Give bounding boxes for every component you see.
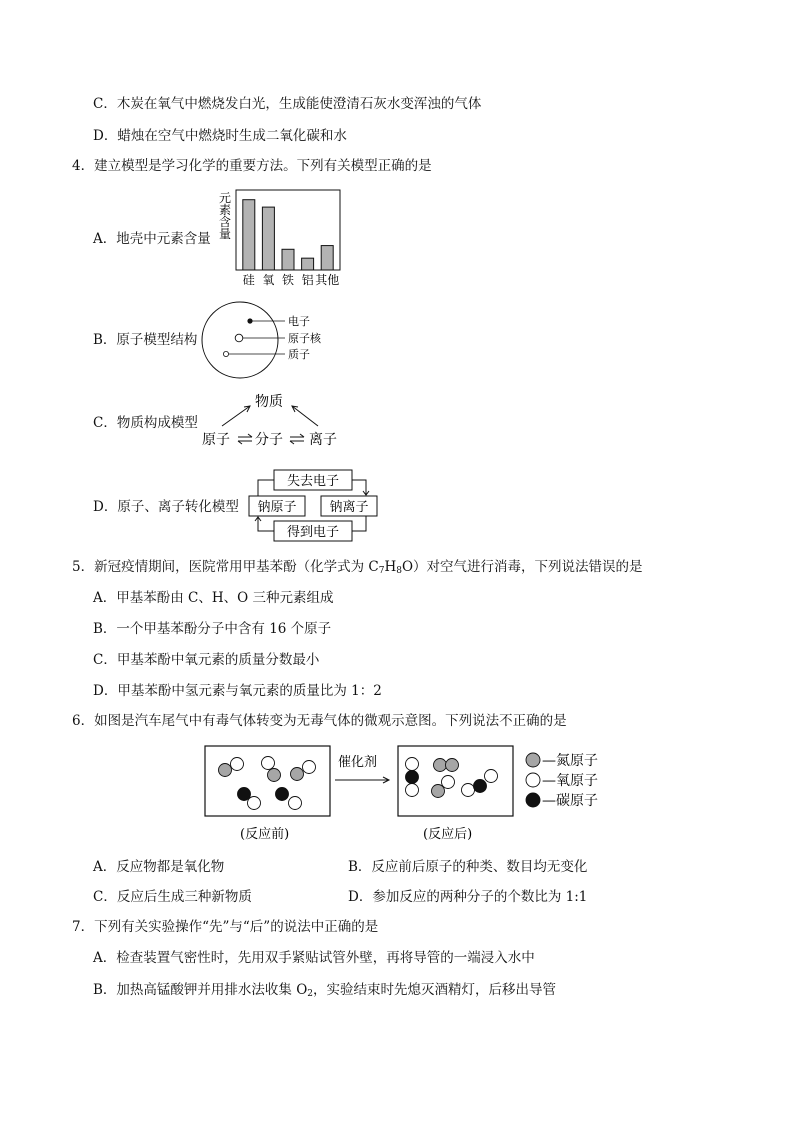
element-content-chart (215, 188, 350, 288)
bar-2 (262, 207, 274, 270)
label-matter: 物质 (255, 394, 283, 410)
atom-model-diagram (200, 300, 340, 380)
bar-5 (321, 246, 333, 270)
q6-option-d: D．参加反应的两种分子的个数比为 1:1 (348, 889, 588, 905)
q6-option-c: C．反应后生成三种新物质 (93, 889, 252, 905)
line-atom-to-lose (258, 480, 274, 496)
q6-option-a: A．反应物都是氧化物 (93, 859, 225, 875)
ylabel-char-1: 元 (218, 191, 232, 205)
q7-option-b-text-2: ，实验结束时先熄灭酒精灯，后移出导管 (313, 982, 557, 998)
before-caption: (反应前) (240, 827, 290, 842)
q7-stem: 7．下列有关实验操作“先”与“后”的说法中正确的是 (72, 919, 379, 935)
after-caption: (反应后) (423, 827, 473, 842)
q4-option-d: D．原子、离子转化模型 (93, 499, 239, 515)
nucleus-circle (235, 334, 243, 342)
q6-option-b: B．反应前后原子的种类、数目均无变化 (348, 859, 588, 875)
bar-1 (243, 200, 255, 270)
ylabel-char-2: 素 (218, 203, 232, 217)
proton-circle (223, 351, 228, 356)
label-gain-electron: 得到电子 (286, 525, 340, 540)
legend-nitrogen: —氮原子 (542, 753, 598, 769)
carbon-atom-legend (526, 793, 540, 807)
label-nucleus: 原子核 (288, 332, 321, 345)
q7-option-b-text-1: B．加热高锰酸钾并用排水法收集 O (93, 982, 308, 998)
category-label-5: 其他 (315, 273, 340, 287)
q4-option-b: B．原子模型结构 (93, 332, 198, 348)
q5-stem (72, 558, 643, 580)
arrow-ion-to-matter (292, 406, 318, 426)
q4-stem: 4．建立模型是学习化学的重要方法。下列有关模型正确的是 (72, 158, 432, 174)
q5-option-c: C．甲基苯酚中氧元素的质量分数最小 (93, 652, 320, 668)
q3-option-d: D．蜡烛在空气中燃烧时生成二氧化碳和水 (93, 128, 347, 144)
label-ion: 离子 (309, 432, 337, 448)
arrowhead (244, 406, 250, 412)
category-label-1: 硅 (242, 273, 255, 287)
atom-ion-conversion-diagram (244, 468, 384, 542)
category-label-3: 铁 (281, 273, 295, 287)
q5-subscript-8: 8 (396, 566, 402, 576)
q5-option-d: D．甲基苯酚中氢元素与氧元素的质量比为 1：2 (93, 683, 382, 699)
label-proton: 质子 (288, 348, 310, 361)
q5-option-b: B．一个甲基苯酚分子中含有 16 个原子 (93, 621, 332, 637)
reaction-micro-diagram (200, 742, 620, 846)
bar-4 (302, 258, 314, 270)
q5-stem-text-1: 5．新冠疫情期间，医院常用甲基苯酚（化学式为 C (72, 559, 379, 575)
q4-option-c: C．物质构成模型 (93, 415, 198, 431)
q5-stem-text-3: O）对空气进行消毒，下列说法错误的是 (401, 559, 643, 575)
nitrogen-atom-legend (526, 753, 540, 767)
matter-composition-diagram (200, 388, 350, 453)
ylabel-char-4: 量 (218, 227, 232, 241)
label-electron: 电子 (288, 315, 310, 328)
q7-option-b-subscript: 2 (307, 989, 314, 999)
arrow-gain-to-atom (258, 517, 274, 531)
label-atom: 原子 (202, 432, 230, 448)
label-sodium-atom: 钠原子 (257, 500, 297, 515)
label-sodium-ion: 钠离子 (329, 500, 369, 515)
oxygen-atom-legend (526, 773, 540, 787)
legend-carbon: —碳原子 (542, 793, 598, 809)
category-label-2: 氧 (262, 273, 275, 287)
line-ion-to-gain (352, 516, 366, 531)
bar-3 (282, 249, 294, 270)
label-lose-electron: 失去电子 (286, 474, 340, 489)
q7-option-a: A．检查装置气密性时，先用双手紧贴试管外壁，再将导管的一端浸入水中 (93, 950, 535, 966)
q3-option-c: C．木炭在氧气中燃烧发白光，生成能使澄清石灰水变浑浊的气体 (93, 96, 482, 112)
catalyst-label: 催化剂 (338, 755, 378, 770)
q7-option-b (93, 981, 556, 1003)
q4-option-a: A．地壳中元素含量 (93, 231, 211, 247)
label-molecule: 分子 (255, 432, 283, 448)
q5-option-a: A．甲基苯酚由 C、H、O 三种元素组成 (93, 590, 334, 606)
electron-dot (247, 318, 252, 323)
q6-stem: 6．如图是汽车尾气中有毒气体转变为无毒气体的微观示意图。下列说法不正确的是 (72, 713, 567, 729)
q5-subscript-7: 7 (378, 566, 385, 576)
q5-stem-text-2: H (384, 559, 397, 575)
arrow-atom-to-matter (222, 406, 250, 426)
ylabel-char-3: 含 (218, 215, 232, 229)
chart-ylabel (219, 191, 231, 241)
legend-oxygen: —氧原子 (542, 773, 598, 789)
category-label-4: 铝 (301, 273, 314, 287)
